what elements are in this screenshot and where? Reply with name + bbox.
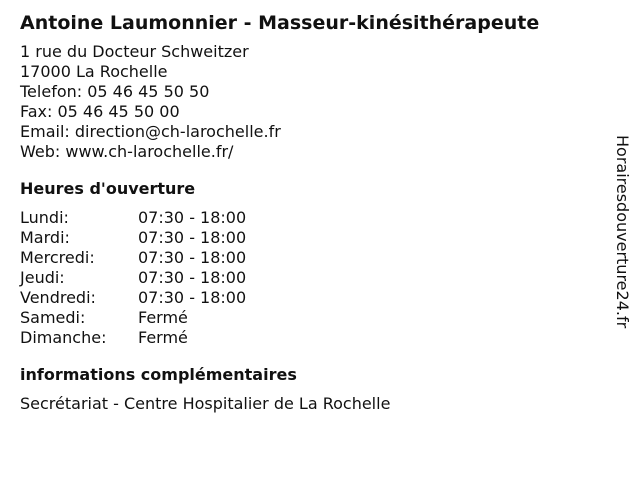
hours-row xyxy=(20,268,600,288)
day-hours: 07:30 - 18:00 xyxy=(138,268,247,287)
hours-row xyxy=(20,208,600,228)
fax-number: Fax: 05 46 45 50 00 xyxy=(20,102,180,121)
site-watermark: Horairesdouverture24.fr xyxy=(613,135,632,329)
info-heading: informations complémentaires xyxy=(20,365,297,384)
page-title: Antoine Laumonnier - Masseur-kinésithérapeute xyxy=(20,12,540,34)
hours-row xyxy=(20,308,600,328)
day-label: Vendredi: xyxy=(20,288,96,307)
email-address: Email: direction@ch-larochelle.fr xyxy=(20,122,281,141)
day-hours: 07:30 - 18:00 xyxy=(138,288,247,307)
day-hours: 07:30 - 18:00 xyxy=(138,228,247,247)
hours-heading: Heures d'ouverture xyxy=(20,179,196,198)
day-hours: Fermé xyxy=(138,308,188,327)
hours-row xyxy=(20,288,600,308)
hours-row xyxy=(20,328,600,348)
website: Web: www.ch-larochelle.fr/ xyxy=(20,142,234,161)
hours-row xyxy=(20,248,600,268)
day-label: Dimanche: xyxy=(20,328,107,347)
day-label: Jeudi: xyxy=(20,268,65,287)
hours-table xyxy=(20,208,600,348)
address-block xyxy=(20,42,600,162)
day-hours: 07:30 - 18:00 xyxy=(138,248,247,267)
business-card xyxy=(20,10,600,414)
city: 17000 La Rochelle xyxy=(20,62,168,81)
info-text: Secrétariat - Centre Hospitalier de La Rochelle xyxy=(20,394,391,413)
day-label: Mercredi: xyxy=(20,248,95,267)
day-label: Lundi: xyxy=(20,208,69,227)
day-hours: Fermé xyxy=(138,328,188,347)
phone-number: Telefon: 05 46 45 50 50 xyxy=(20,82,210,101)
hours-row xyxy=(20,228,600,248)
day-label: Samedi: xyxy=(20,308,86,327)
day-label: Mardi: xyxy=(20,228,70,247)
street-address: 1 rue du Docteur Schweitzer xyxy=(20,42,249,61)
day-hours: 07:30 - 18:00 xyxy=(138,208,247,227)
